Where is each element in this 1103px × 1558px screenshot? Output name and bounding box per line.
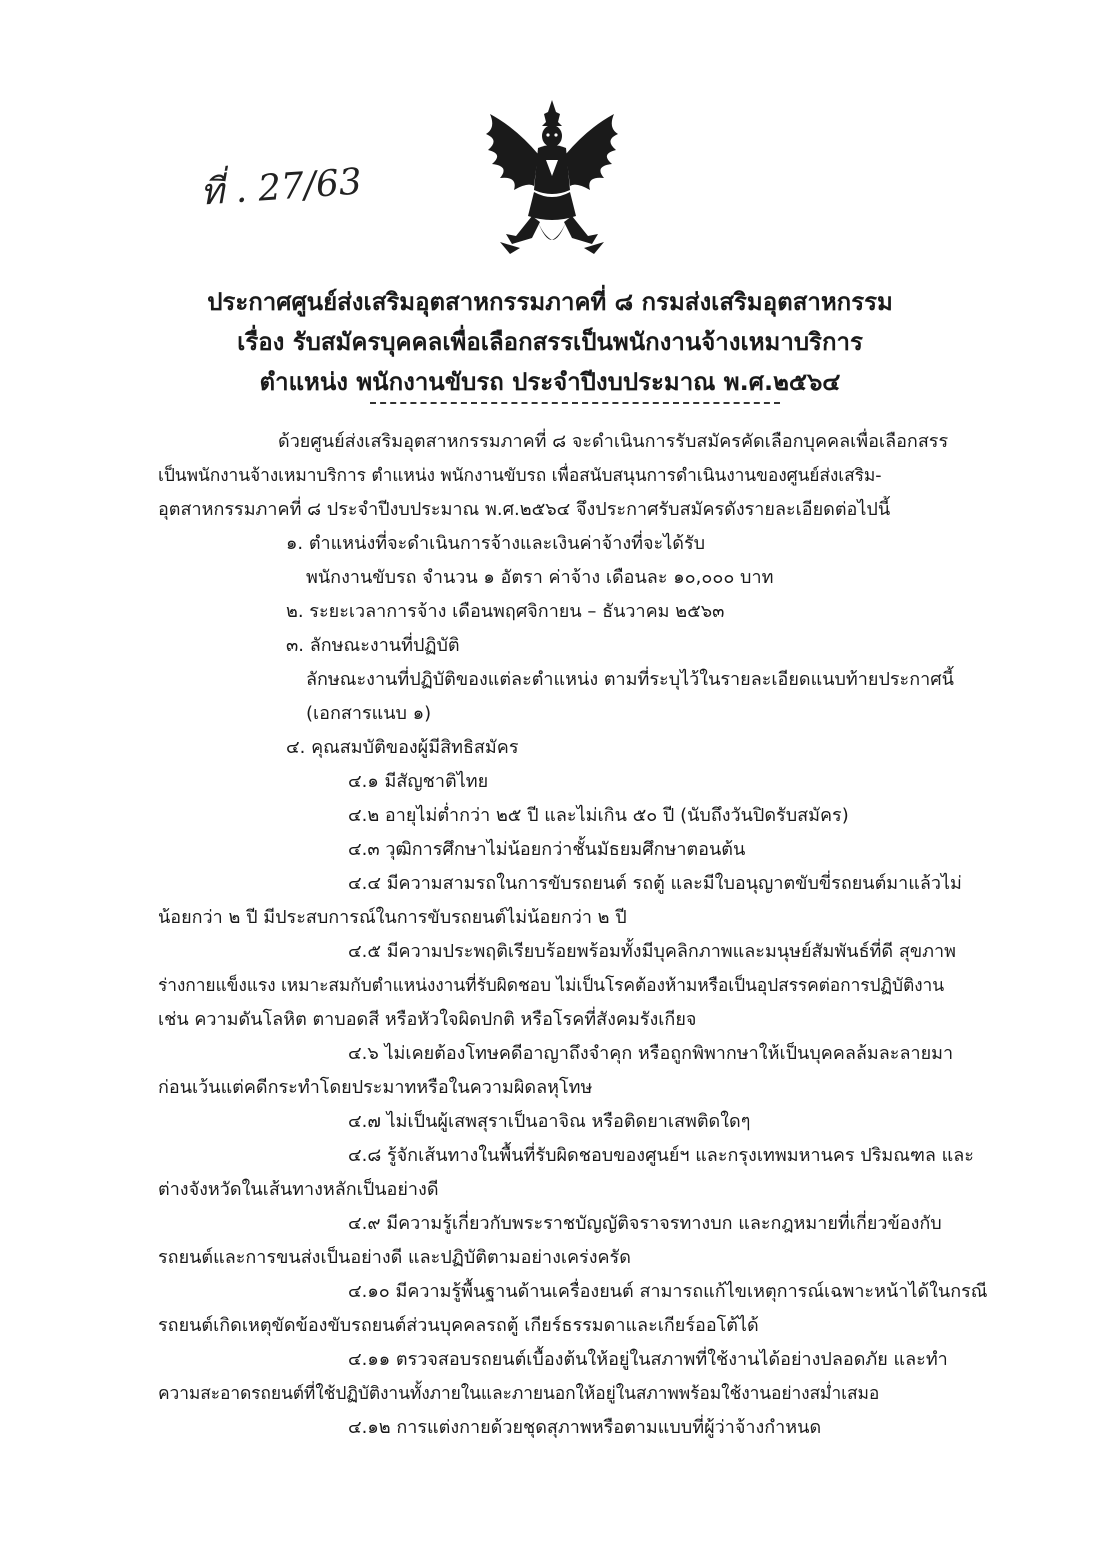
qualification-4-4-line-1: ๔.๔ มีความสามรถในการขับรถยนต์ รถตู้ และมีใบอนุญาตขับขี่รถยนต์มาแล้วไม่	[348, 873, 962, 894]
title-line-1: ประกาศศูนย์ส่งเสริมอุตสาหกรรมภาคที่ ๘ กรมส่งเสริมอุตสาหกรรม	[207, 288, 893, 316]
qualification-4-5-line-1: ๔.๕ มีความประพฤติเรียบร้อยพร้อมทั้งมีบุคลิกภาพและมนุษย์สัมพันธ์ที่ดี สุขภาพ	[348, 941, 956, 962]
section-3-detail-2: (เอกสารแนบ ๑)	[306, 703, 432, 724]
garuda-emblem-icon	[476, 98, 628, 258]
qualification-4-5-line-3: เช่น ความดันโลหิต ตาบอดสี หรือหัวใจผิดปกติ หรือโรคที่สังคมรังเกียจ	[158, 1009, 697, 1030]
document-number: ที่ . 27/63	[198, 161, 364, 214]
title-line-3: ตำแหน่ง พนักงานขับรถ ประจำปีงบประมาณ พ.ศ.๒๕๖๔	[259, 368, 841, 396]
qualification-4-11-line-2: ความสะอาดรถยนต์ที่ใช้ปฏิบัติงานทั้งภายในและภายนอกให้อยู่ในสภาพพร้อมใช้งานอย่างสม่ำเสมอ	[158, 1384, 880, 1404]
qualification-4-3: ๔.๓ วุฒิการศึกษาไม่น้อยกว่าชั้นมัธยมศึกษาตอนต้น	[348, 839, 746, 860]
announcement-title	[150, 282, 950, 402]
qualification-4-5-line-2: ร่างกายแข็งแรง เหมาะสมกับตำแหน่งงานที่รับผิดชอบ ไม่เป็นโรคต้องห้ามหรือเป็นอุปสรรคต่อการปฏิบัติงาน	[158, 976, 944, 996]
qualification-4-10-line-2: รถยนต์เกิดเหตุขัดข้องขับรถยนต์ส่วนบุคคลรถตู้ เกียร์ธรรมดาและเกียร์ออโต้ได้	[158, 1315, 759, 1336]
qualification-4-9-line-1: ๔.๙ มีความรู้เกี่ยวกับพระราชบัญญัติจราจรทางบก และกฎหมายที่เกี่ยวข้องกับ	[348, 1213, 942, 1234]
qualification-4-7: ๔.๗ ไม่เป็นผู้เสพสุราเป็นอาจิณ หรือติดยาเสพติดใดๆ	[348, 1111, 751, 1132]
section-2-heading: ๒. ระยะเวลาการจ้าง เดือนพฤศจิกายน – ธันวาคม ๒๕๖๓	[286, 601, 725, 622]
section-1-detail: พนักงานขับรถ จำนวน ๑ อัตรา ค่าจ้าง เดือนละ ๑๐,๐๐๐ บาท	[306, 567, 774, 588]
intro-line-2: เป็นพนักงานจ้างเหมาบริการ ตำแหน่ง พนักงานขับรถ เพื่อสนับสนุนการดำเนินงานของศูนย์ส่งเสริม-	[158, 466, 882, 486]
qualification-4-6-line-1: ๔.๖ ไม่เคยต้องโทษคดีอาญาถึงจำคุก หรือถูกพิพากษาให้เป็นบุคคลล้มละลายมา	[348, 1043, 954, 1064]
qualification-4-6-line-2: ก่อนเว้นแต่คดีกระทำโดยประมาทหรือในความผิดลหุโทษ	[158, 1077, 593, 1098]
title-line-2: เรื่อง รับสมัครบุคคลเพื่อเลือกสรรเป็นพนักงานจ้างเหมาบริการ	[237, 328, 863, 356]
intro-line-3: อุตสาหกรรมภาคที่ ๘ ประจำปีงบประมาณ พ.ศ.๒๕๖๔ จึงประกาศรับสมัครดังรายละเอียดต่อไปนี้	[158, 499, 891, 520]
qualification-4-12: ๔.๑๒ การแต่งกายด้วยชุดสุภาพหรือตามแบบที่ผู้ว่าจ้างกำหนด	[348, 1417, 822, 1438]
qualification-4-4-line-2: น้อยกว่า ๒ ปี มีประสบการณ์ในการขับรถยนต์ไม่น้อยกว่า ๒ ปี	[158, 907, 627, 928]
qualification-4-8-line-1: ๔.๘ รู้จักเส้นทางในพื้นที่รับผิดชอบของศูนย์ฯ และกรุงเทพมหานคร ปริมณฑล และ	[348, 1145, 974, 1166]
announcement-body	[158, 425, 998, 1445]
qualification-4-10-line-1: ๔.๑๐ มีความรู้พื้นฐานด้านเครื่องยนต์ สามารถแก้ไขเหตุการณ์เฉพาะหน้าได้ในกรณี	[348, 1281, 988, 1302]
intro-line-1: ด้วยศูนย์ส่งเสริมอุตสาหกรรมภาคที่ ๘ จะดำเนินการรับสมัครคัดเลือกบุคคลเพื่อเลือกสรร	[278, 431, 949, 452]
qualification-4-1: ๔.๑ มีสัญชาติไทย	[348, 771, 489, 792]
qualification-4-8-line-2: ต่างจังหวัดในเส้นทางหลักเป็นอย่างดี	[158, 1179, 439, 1200]
section-4-heading: ๔. คุณสมบัติของผู้มีสิทธิสมัคร	[286, 737, 519, 758]
section-3-detail-1: ลักษณะงานที่ปฏิบัติของแต่ละตำแหน่ง ตามที่ระบุไว้ในรายละเอียดแนบท้ายประกาศนี้	[306, 669, 954, 690]
section-1-heading: ๑. ตำแหน่งที่จะดำเนินการจ้างและเงินค่าจ้างที่จะได้รับ	[286, 533, 706, 554]
qualification-4-2: ๔.๒ อายุไม่ต่ำกว่า ๒๕ ปี และไม่เกิน ๕๐ ปี (นับถึงวันปิดรับสมัคร)	[348, 805, 849, 826]
qualification-4-9-line-2: รถยนต์และการขนส่งเป็นอย่างดี และปฏิบัติตามอย่างเคร่งครัด	[158, 1247, 631, 1268]
section-3-heading: ๓. ลักษณะงานที่ปฏิบัติ	[286, 635, 460, 656]
qualification-4-11-line-1: ๔.๑๑ ตรวจสอบรถยนต์เบื้องต้นให้อยู่ในสภาพที่ใช้งานได้อย่างปลอดภัย และทำ	[348, 1349, 948, 1370]
dashed-divider	[370, 402, 780, 404]
